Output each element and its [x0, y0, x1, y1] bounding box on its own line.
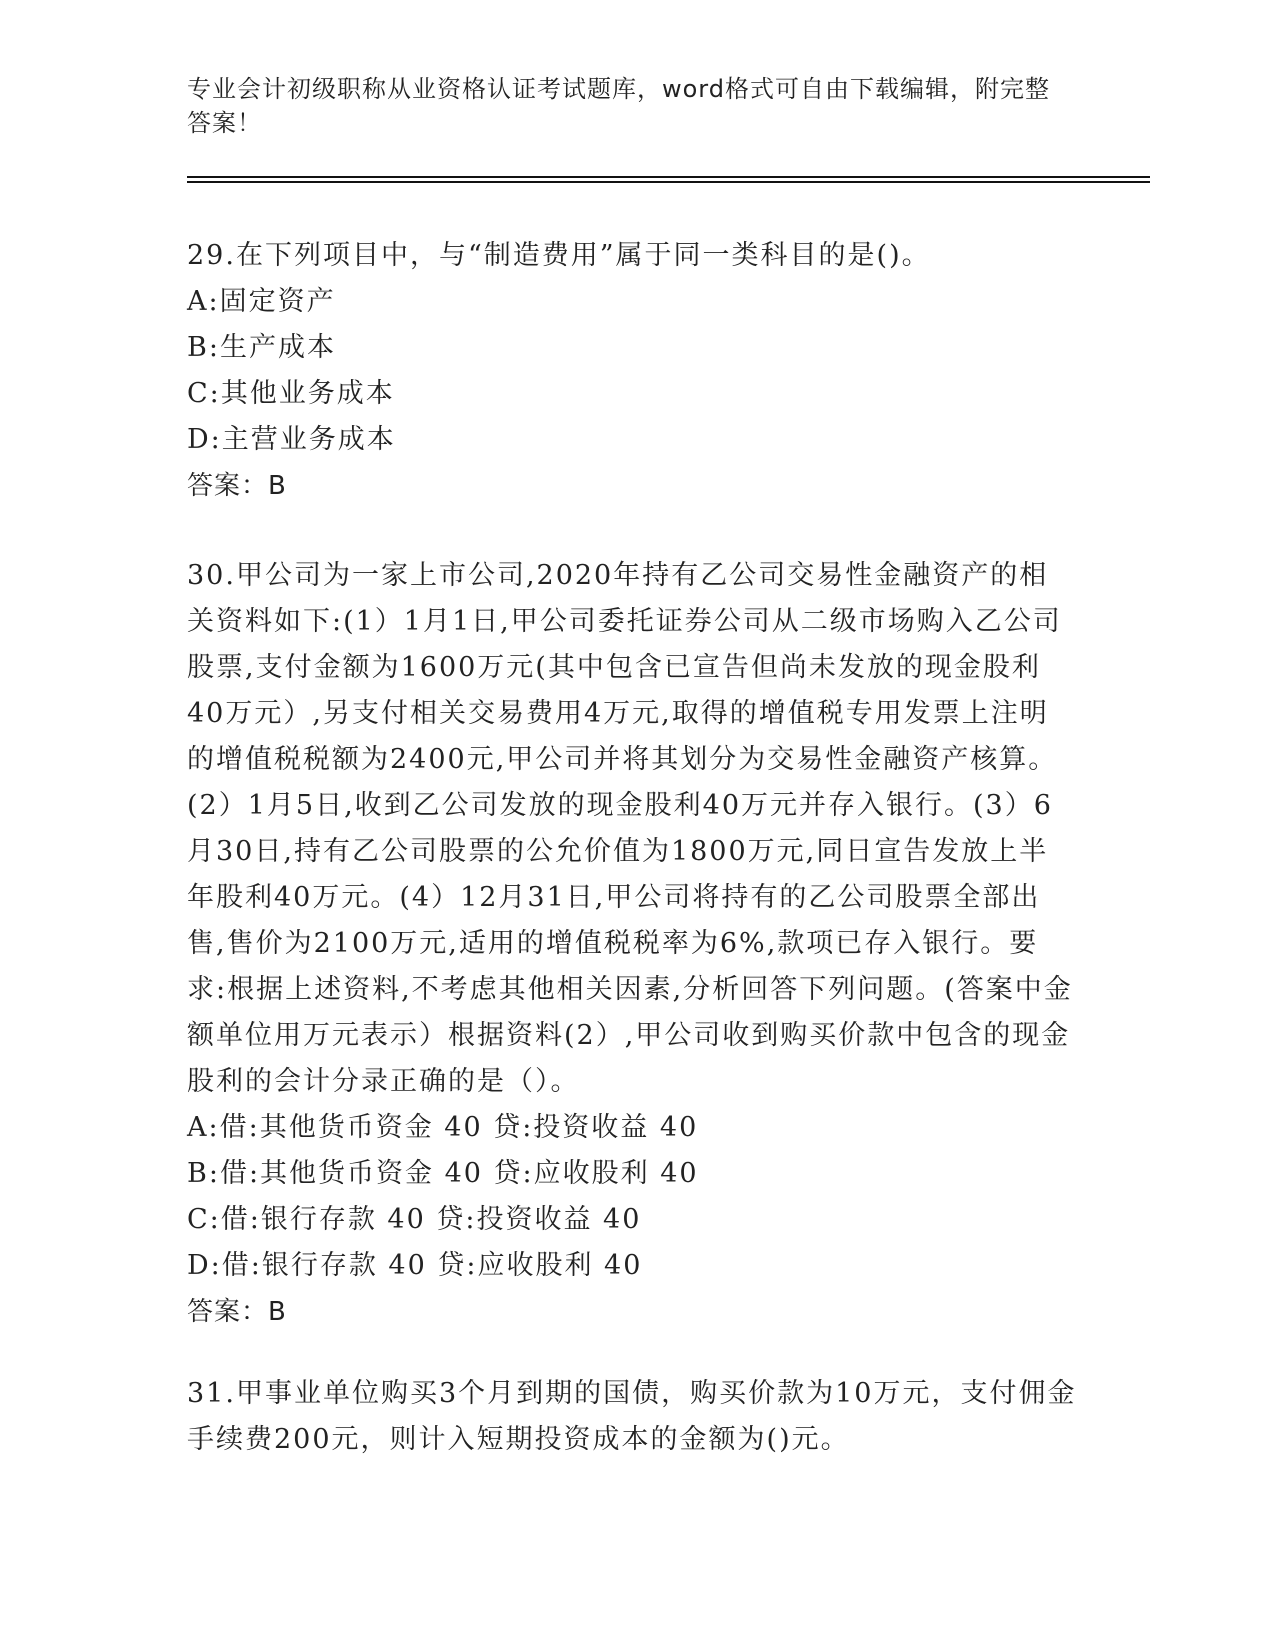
- option-d: D:主营业务成本: [187, 424, 396, 455]
- option-a: A:借:其他货币资金 40 贷:投资收益 40: [187, 1112, 699, 1143]
- page-header: 专业会计初级职称从业资格认证考试题库，word格式可自由下载编辑，附完整答案！: [187, 75, 1050, 137]
- option-c: C:借:银行存款 40 贷:投资收益 40: [187, 1204, 642, 1235]
- option-b: B:生产成本: [187, 332, 336, 363]
- question-stem: 30.甲公司为一家上市公司,2020年持有乙公司交易性金融资产的相关资料如下:(1）1月1日,甲公司委托证券公司从二级市场购入乙公司股票,支付金额为1600万元(其中包含已宣告但尚未发放的现金股利40万元）,另支付相关交易费用4万元,取得的增值税专用发票上注明的增值税税额为2400元,甲公司并将其划分为交易性金融资产核算。(2）1月5日,收到乙公司发放的现金股利40万元并存入银行。(3）6月30日,持有乙公司股票的公允价值为1800万元,同日宣告发放上半年股利40万元。(4）12月31日,甲公司将持有的乙公司股票全部出售,售价为2100万元,适用的增值税税率为6%,款项已存入银行。要求:根据上述资料,不考虑其他相关因素,分析回答下列问题。(答案中金额单位用万元表示）根据资料(2）,甲公司收到购买价款中包含的现金股利的会计分录正确的是（）。: [187, 560, 1073, 1097]
- option-b: B:借:其他货币资金 40 贷:应收股利 40: [187, 1158, 699, 1189]
- answer: 答案：B: [187, 1297, 287, 1327]
- question-30: [187, 553, 1077, 1335]
- option-c: C:其他业务成本: [187, 378, 395, 409]
- question-stem: 31.甲事业单位购买3个月到期的国债，购买价款为10万元，支付佣金手续费200元，则计入短期投资成本的金额为()元。: [187, 1378, 1077, 1455]
- option-d: D:借:银行存款 40 贷:应收股利 40: [187, 1250, 643, 1281]
- answer: 答案：B: [187, 471, 287, 501]
- header-divider-bottom: [187, 181, 1150, 183]
- question-stem: 29.在下列项目中，与“制造费用”属于同一类科目的是()。: [187, 240, 931, 271]
- option-a: A:固定资产: [187, 286, 336, 317]
- question-29: [187, 233, 1077, 509]
- header-divider-top: [187, 176, 1150, 178]
- question-31: [187, 1371, 1077, 1463]
